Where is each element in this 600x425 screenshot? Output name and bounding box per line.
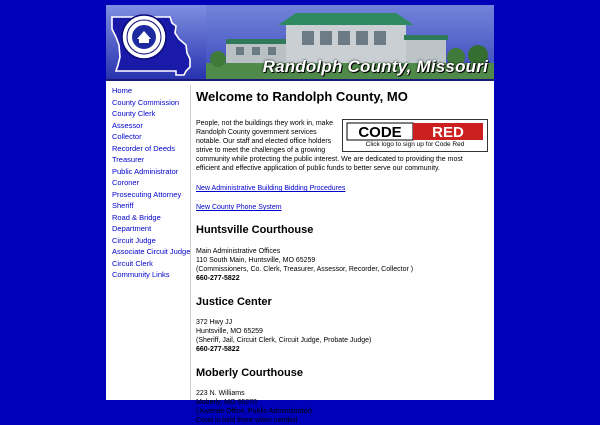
sidebar-item-home[interactable]: Home [112,86,133,95]
header-banner [106,5,494,79]
moberly-line-4: Court is held there when needed [196,417,298,424]
justice-line-3: (Sheriff, Jail, Circuit Clerk, Circuit Judge, Probate Judge) [196,337,372,344]
justice-center-heading: Justice Center [196,296,272,308]
justice-phone: 660-277-5822 [196,346,240,353]
sidebar-item-circuit-judge[interactable]: Circuit Judge [112,235,156,245]
sidebar-item-road-bridge[interactable]: Road & Bridge Department [112,212,161,233]
sidebar-item-circuit-clerk[interactable]: Circuit Clerk [112,258,153,268]
huntsville-line-3: (Commissioners, Co. Clerk, Treasurer, Assessor, Recorder, Collector ) [196,266,414,273]
intro-text: People, not the buildings they work in, make Randolph County government services notable. Our staff and elected office holders strive to meet the challenges of a growing community while protecting the public interest. We are dedicated to providing the most efficient and effective application of public funds to better serve our community. [196,120,463,172]
banner-title: Randolph County, Missouri [262,57,488,76]
code-red-logo-right: RED [432,124,464,141]
code-red-caption: Click logo to sign up for Code Red [365,141,465,148]
sidebar-item-community-links[interactable]: Community Links [112,270,170,279]
justice-line-1: 372 Hwy JJ [196,319,233,326]
moberly-line-1: 223 N. Williams [196,390,245,397]
sidebar-item-prosecuting-attorney[interactable]: Prosecuting Attorney [112,189,182,199]
sidebar-divider [190,85,191,400]
sidebar-item-county-commission[interactable]: County Commission [112,97,180,107]
sidebar-item-sheriff[interactable]: Sheriff [112,201,134,210]
main-content [196,89,488,425]
sidebar-item-treasurer[interactable]: Treasurer [112,155,145,164]
code-red-logo[interactable] [347,123,483,140]
moberly-courthouse-heading: Moberly Courthouse [196,367,303,379]
sidebar-item-coroner[interactable]: Coroner [112,178,140,187]
sidebar-item-assessor[interactable]: Assessor [112,120,143,130]
banner-divider [106,79,494,81]
sidebar-item-associate-circuit-judge[interactable]: Associate Circuit Judge [112,247,191,256]
sidebar-item-county-clerk[interactable]: County Clerk [112,109,156,118]
huntsville-phone: 660-277-5822 [196,275,240,282]
county-seal-icon [122,15,166,59]
phone-system-link[interactable]: New County Phone System [196,204,282,211]
sidebar-item-recorder-of-deeds[interactable]: Recorder of Deeds [112,143,175,153]
huntsville-courthouse-heading: Huntsville Courthouse [196,224,314,236]
huntsville-line-2: 110 South Main, Huntsville, MO 65259 [196,257,316,264]
sidebar-nav [106,85,191,281]
page [106,5,494,424]
code-red-signup-button[interactable] [342,119,488,152]
page-title: Welcome to Randolph County, MO [196,89,408,104]
huntsville-line-1: Main Administrative Offices [196,248,281,255]
code-red-logo-left: CODE [358,124,402,141]
moberly-line-2: Moberly, MO 65270 [196,399,257,406]
sidebar-item-public-administrator[interactable]: Public Administrator [112,166,179,176]
sidebar-item-collector[interactable]: Collector [112,132,142,141]
moberly-line-3: (Juvenile Office, Public Administrator) [196,408,313,415]
justice-line-2: Huntsville, MO 65259 [196,328,263,335]
bidding-procedures-link[interactable]: New Administrative Building Bidding Procedures [196,185,346,192]
